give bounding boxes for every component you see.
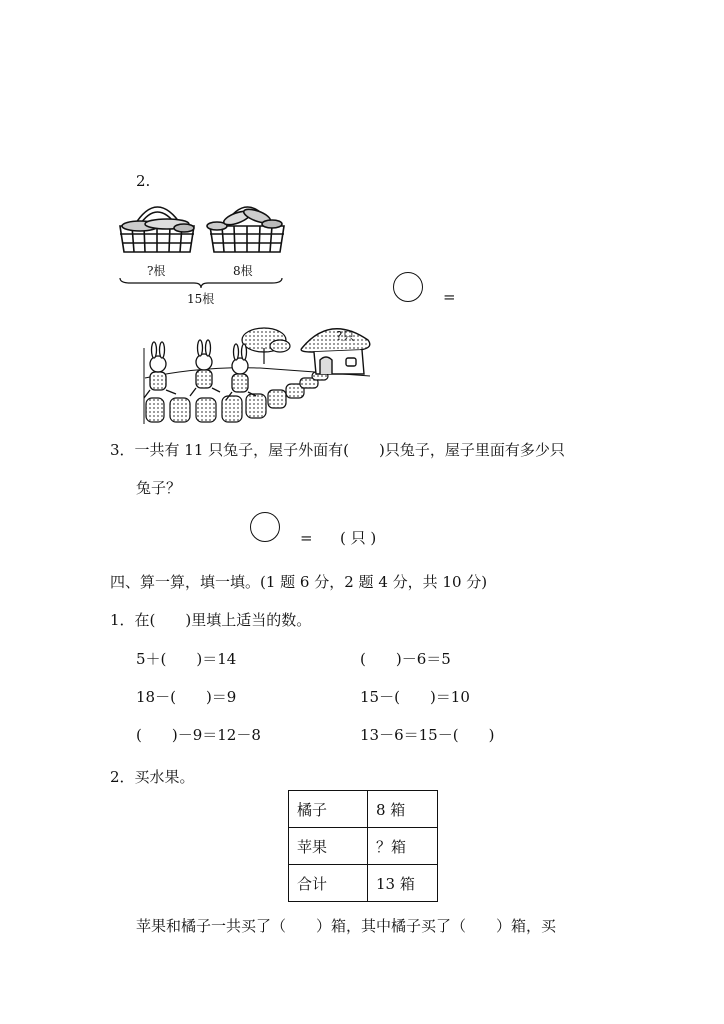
fruit-table [288, 790, 438, 902]
equation[interactable]: 5＋( )＝14 [136, 650, 237, 668]
q2-prompt: 2．买水果。 [110, 768, 195, 786]
operator-circle[interactable] [250, 512, 280, 542]
operator-circle[interactable] [393, 272, 423, 302]
table-cell: 13 箱 [368, 865, 438, 902]
table-cell: 橘子 [289, 791, 368, 828]
table-cell: 苹果 [289, 828, 368, 865]
table-cell: 合计 [289, 865, 368, 902]
right-basket-label: 8根 [233, 264, 253, 278]
q1-prompt: 1．在( )里填上适当的数。 [110, 611, 312, 629]
unit-label: ( 只 ) [340, 529, 377, 547]
equals-sign: = [443, 288, 456, 306]
q2-text: 苹果和橘子一共买了（ ）箱，其中橘子买了（ ）箱，买 [136, 917, 557, 935]
table-row [289, 791, 438, 828]
left-basket-label: ?根 [147, 264, 166, 278]
equation[interactable]: 15－( )＝10 [360, 688, 470, 706]
equation[interactable]: ( )－6＝5 [360, 650, 451, 668]
table-row [289, 828, 438, 865]
table-cell: ？箱 [368, 828, 438, 865]
bread-baskets-illustration [112, 196, 292, 260]
q3-text-line1: 3．一共有 11 只兔子，屋子外面有( )只兔子，屋子里面有多少只 [110, 441, 565, 459]
total-brace [118, 276, 284, 290]
question-number: 2. [136, 172, 151, 190]
equation[interactable]: 13－6＝15－( ) [360, 726, 495, 744]
section-heading: 四、算一算，填一填。(1 题 6 分，2 题 4 分，共 10 分) [110, 573, 488, 591]
house-label: ?只 [336, 329, 355, 343]
table-cell: 8 箱 [368, 791, 438, 828]
table-row [289, 865, 438, 902]
equation[interactable]: ( )－9＝12－8 [136, 726, 261, 744]
rabbits-house-illustration [140, 318, 380, 424]
total-label: 15根 [187, 292, 215, 306]
equation[interactable]: 18－( )＝9 [136, 688, 237, 706]
q3-text-line2: 兔子？ [136, 479, 182, 497]
equals-sign: = [300, 529, 313, 547]
